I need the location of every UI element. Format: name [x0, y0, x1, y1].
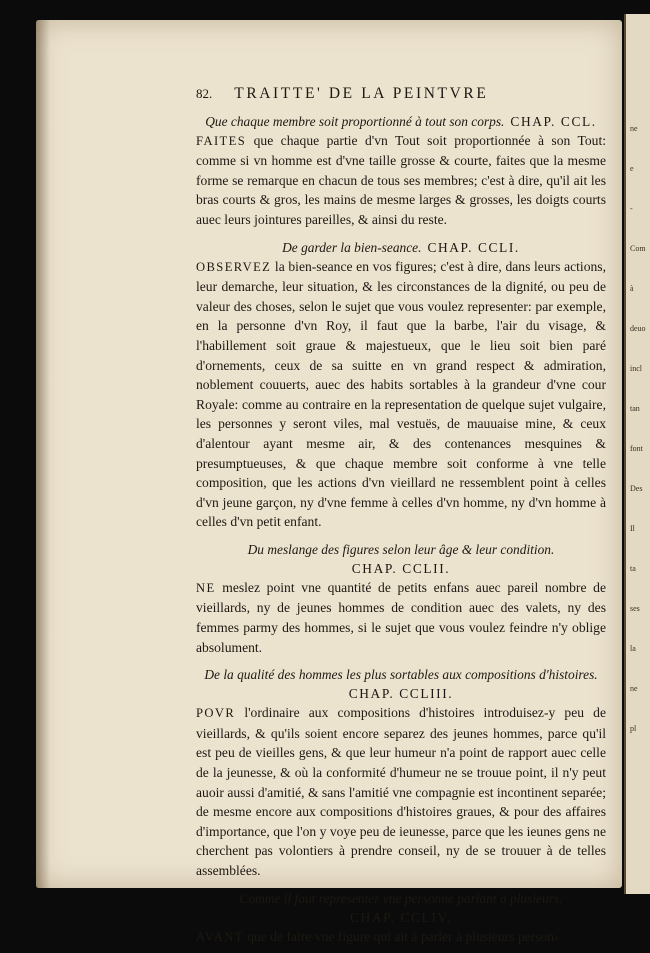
lead-word: POVR	[196, 706, 236, 721]
chapter-number: CHAP. CCL.	[510, 113, 597, 129]
facing-page-fragment: -	[630, 204, 633, 213]
chapter-253	[196, 665, 606, 880]
facing-page-fragment: ne	[630, 124, 638, 133]
chapter-title: Comme il faut representer vne personne parlant à plusieurs.	[239, 890, 563, 906]
facing-page-fragment: ne	[630, 684, 638, 693]
chapter-title: De la qualité des hommes les plus sortables aux compositions d'histoires.	[204, 667, 598, 683]
chapter-252	[196, 540, 606, 657]
chapter-heading	[196, 665, 606, 703]
chapter-250	[196, 112, 606, 230]
running-head	[196, 84, 606, 104]
chapter-paragraph	[196, 257, 606, 532]
facing-page-fragment: Des	[630, 484, 643, 493]
paragraph-text: l'ordinaire aux compositions d'histoires introduisez-y peu de vieillards, & qu'ils soient encore separez des jeunes hommes, parce qu'il est peu de vieilles gens, & que leur humeur n'a point de rapport auec celle de la jeunesse, & où la conformité d'humeur ne se trouue point, il n'y peut auoir aussi d'amitié, & sans l'amitié vne compagnie est incontinent separée; de mesme encore aux compositions d'histoires graues, & pour des affaires d'importance, que l'on y voye peu de ieunesse, parce que les ieunes gens ne cherchent pas volontiers à prendre conseil, ny de se trouuer à de telles assemblées.	[196, 705, 606, 878]
facing-page-fragment: font	[630, 444, 643, 453]
facing-page-fragment: ses	[630, 604, 640, 613]
facing-page-fragment: à	[630, 284, 634, 293]
chapter-number: CHAP. CCLIII.	[348, 686, 454, 702]
chapter-heading	[196, 238, 606, 257]
facing-page-edge	[624, 14, 650, 894]
chapter-heading	[196, 112, 606, 131]
chapter-title: De garder la bien-seance.	[282, 239, 422, 255]
book-page	[36, 20, 622, 944]
chapter-paragraph	[196, 703, 606, 880]
chapter-number: CHAP. CCLIV.	[350, 909, 452, 925]
facing-page-fragment: tan	[630, 404, 640, 413]
lead-word: OBSERVEZ	[196, 259, 272, 274]
chapter-heading	[196, 540, 606, 578]
page-text-block	[196, 84, 606, 953]
lead-word: NE	[196, 580, 216, 595]
facing-page-fragment: incl	[630, 364, 642, 373]
chapter-title: Du meslange des figures selon leur âge & leur condition.	[247, 541, 555, 557]
paragraph-text: la bien-seance en vos figures; c'est à dire, dans leurs actions, leur demarche, leur situation, & les circonstances de la dignité, ou peu de valeur des choses, selon le sujet que vous voulez representer: par exemple, en la personne d'vn Roy, il faut que la barbe, l'air du visage, & l'habillement soit graue & majestueux, que le lieu soit bien paré d'ornements, ceux de sa suitte en vn grand respect & admiration, noblement couuerts, auec des habits sortables à la grandeur d'vne cour Royale: comme au contraire en la representation de quelque sujet vulgaire, les personnes y seront viles, mal vestuës, de mauuaise mine, & ceux d'alentour ayant mesme air, & des contenances mesquines & presumptueuses, & que chaque membre soit conforme à vne telle composition, que les actions d'vn vieillard ne ressemblent point à celles d'vn jeune garçon, ny d'vne femme à celles d'vn homme, ny d'vn homme à celles d'vn petit enfant.	[196, 258, 606, 530]
running-title: TRAITTE' DE LA PEINTVRE	[234, 85, 489, 102]
facing-page-fragment: e	[630, 164, 634, 173]
paragraph-text: que de faire vne figure qui ait à parler à plusieurs person-	[243, 928, 559, 944]
facing-page-fragment: la	[630, 644, 636, 653]
chapter-paragraph	[196, 578, 606, 657]
facing-page-fragment: Com	[630, 244, 646, 253]
lead-word: AVANT	[196, 929, 244, 944]
chapter-title: Que chaque membre soit proportionné à tout son corps.	[205, 113, 505, 129]
chapter-paragraph	[196, 131, 606, 230]
chapter-number: CHAP. CCLI.	[427, 239, 520, 255]
page-number: 82.	[196, 86, 213, 101]
chapter-251	[196, 238, 606, 532]
chapter-heading	[196, 889, 606, 927]
facing-page-fragment: pl	[630, 724, 637, 733]
facing-page-fragment: deuo	[630, 324, 646, 333]
facing-page-fragment: ta	[630, 564, 636, 573]
lead-word: FAITES	[196, 133, 247, 148]
paragraph-text: meslez point vne quantité de petits enfans auec pareil nombre de vieillards, ny de jeunes hommes de condition auec des valets, ny des femmes parmy des hommes, si le sujet que vous voulez feindre n'y oblige absolument.	[196, 579, 606, 655]
chapter-paragraph	[196, 927, 606, 948]
chapter-254	[196, 889, 606, 948]
facing-page-fragment: Il	[630, 524, 635, 533]
paragraph-text: que chaque partie d'vn Tout soit proportionnée à son Tout: comme si vn homme est d'vne taille grosse & courte, faites que la mesme forme se remarque en chacun de tous ses membres; c'est à dire, qu'il ait les bras courts & gros, les mains de mesme larges & grosses, les doigts courts auec leurs jointures pareilles, & ainsi du reste.	[196, 132, 606, 227]
chapter-number: CHAP. CCLII.	[351, 560, 451, 576]
